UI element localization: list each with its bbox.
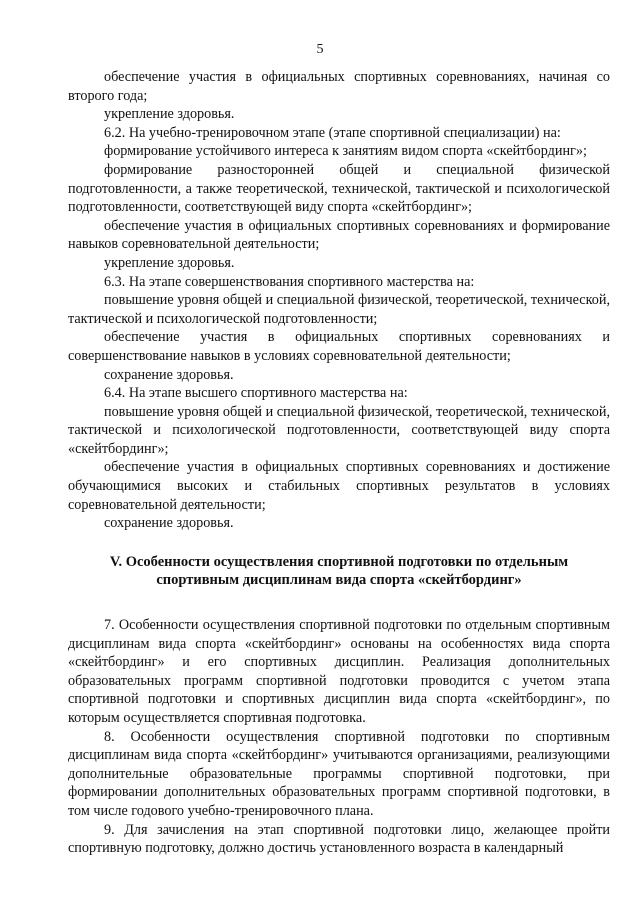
paragraph: 7. Особенности осуществления спортивной подготовки по отдельным спортивным дисциплинам вида спорта «скейтбординг» основаны на особенностях вида спорта «скейтбординг» и его спортивных дисциплин. Реализация дополнительных образовательных программ спортивной подготовки проводится с учетом этапа спортивной подготовки и спортивных дисциплин вида спорта «скейтбординг», по которым осуществляется спортивная подготовка. [68, 617, 610, 726]
paragraph: 6.4. На этапе высшего спортивного мастерства на: [104, 385, 408, 402]
page-number: 5 [316, 42, 324, 57]
paragraph: повышение уровня общей и специальной физической, теоретической, технической, тактической и психологической подготовленности; [68, 292, 610, 327]
paragraph: формирование разносторонней общей и специальной физической подготовленности, а также теоретической, технической, тактической и психологической подготовленности, соответствующей виду спорта «скейтбординг»; [68, 161, 610, 216]
paragraph: 9. Для зачисления на этап спортивной подготовки лицо, желающее пройти спортивную подготовку, должно достичь установленного возраста в календарный [68, 821, 610, 857]
paragraph: обеспечение участия в официальных спортивных соревнованиях, начиная со второго года; [68, 69, 610, 104]
paragraph: обеспечение участия в официальных спортивных соревнованиях и достижение обучающимися высоких и стабильных спортивных результатов в условиях соревновательной деятельности; [68, 459, 610, 513]
paragraph: сохранение здоровья. [104, 366, 234, 383]
paragraph: обеспечение участия в официальных спортивных соревнованиях и формирование навыков соревновательной деятельности; [68, 217, 610, 253]
paragraph: укрепление здоровья. [104, 254, 235, 271]
section-heading [68, 553, 610, 590]
paragraph: 6.3. На этапе совершенствования спортивного мастерства на: [104, 273, 475, 290]
paragraph: повышение уровня общей и специальной физической, теоретической, технической, тактической и психологической подготовленности, соответствующей виду спорта «скейтбординг»; [68, 403, 610, 457]
paragraph: сохранение здоровья. [104, 515, 234, 532]
paragraph: укрепление здоровья. [104, 106, 235, 123]
paragraph: обеспечение участия в официальных спортивных соревнованиях и совершенствование навыков в условиях соревновательной деятельности; [68, 329, 610, 364]
document-body [68, 68, 610, 858]
paragraph: 6.2. На учебно-тренировочном этапе (этапе спортивной специализации) на: [104, 124, 561, 141]
section-heading-line: V. Особенности осуществления спортивной подготовки по отдельным [109, 553, 569, 570]
section-heading-line: спортивным дисциплинам вида спорта «скейтбординг» [156, 572, 522, 589]
paragraph: формирование устойчивого интереса к занятиям видом спорта «скейтбординг»; [104, 143, 587, 160]
paragraph: 8. Особенности осуществления спортивной подготовки по спортивным дисциплинам вида спорта «скейтбординг» учитываются организациями, реализующими дополнительные образовательные программы спортивной подготовки, при формировании дополнительных образовательных программ спортивной подготовки, в том числе годового учебно-тренировочного плана. [68, 728, 610, 819]
